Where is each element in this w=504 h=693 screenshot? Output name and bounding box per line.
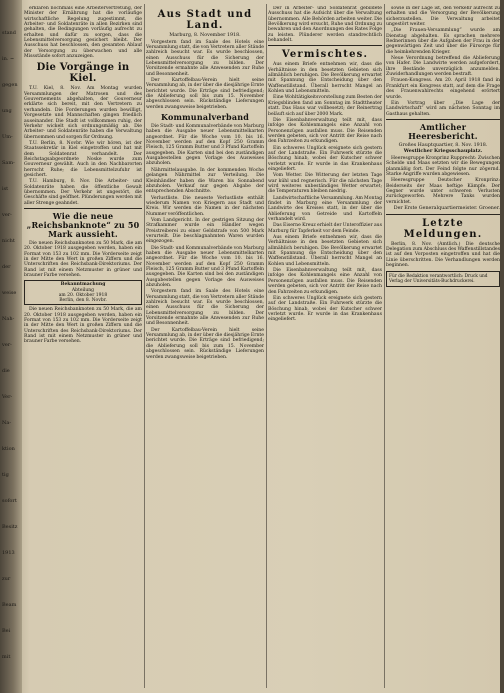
margin-fragment: Ver- <box>2 394 13 400</box>
headline-heeresbericht: Amtlicher Heeresbericht. <box>408 121 478 141</box>
column-rule <box>266 4 267 688</box>
misc-item: Aus einem Briefe entnehmen wir, dass die Verhältnisse in den besetzten Gebieten sich allmählich beruhigen. Die Bevölkerung erwartet mit Spannung die Entscheidung über den Waffenstillstand. Überall herrscht Mangel an Kohlen und Lebensmitteln. <box>268 235 382 267</box>
margin-fragment: tig <box>2 472 9 478</box>
article-intro: erklären nochmals eine Arbeitervertretung, der Minister der Ernährung hat die vorläufige wirtschaftliche Regelung zugestimmt, die Arbeiter- und Soldatenräte in allen Bezirken sind gehalten, die Bedingungen vorläufig aufrecht zu erhalten und dafür zu sorgen, dass die Lebensmittelversorgung gesichert bleibt. Der Ausschuss hat beschlossen, den gesamten Ablauf der Versorgung zu überwachen und alle Missstände sofort anzuzeigen. <box>24 6 142 60</box>
margin-fragment: stand <box>2 30 16 36</box>
margin-fragment: ver- <box>2 212 12 218</box>
news-item: Frauen-Kongress. Am 20. April 1918 fand in Frankfurt ein Kongress statt, auf dem die Frage des Frauenwahlrechts eingehend erörtert wurde. <box>386 78 500 100</box>
margin-fragment: in. ~ <box>2 56 15 62</box>
margin-fragment: ktion <box>2 446 15 452</box>
notice-heading: Bekanntmachung <box>60 282 106 288</box>
margin-fragment: 1913 <box>2 550 15 556</box>
article-banknote: Die neuen Reichsbanknoten zu 50 Mark, die am 20. Oktober 1918 ausgegeben werden, haben ein Format von 153 zu 102 mm. Die Vorderseite zeigt in der Mitte den Wert in großen Ziffern und die Unterschriften des Reichsbank-Direktoriums. Der Rand ist mit einem Netzmuster in grüner und brauner Farbe versehen. <box>24 241 142 279</box>
column-2 <box>146 6 264 688</box>
headline-banknote: Wie die neue „Reichsbanknote“ zu 50 Mark aussieht. <box>26 211 140 239</box>
article-continued: Der in Arbeiter- und Soldatenrat gebildete Ausschuss hat die Aufsicht über die Verwaltung übernommen. Alle Behörden arbeiten weiter. Die Bevölkerung wird ersucht, Ruhe und Ordnung zu bewahren und den Anordnungen des Rates Folge zu leisten. Plünderer werden standrechtlich behandelt. <box>268 6 382 44</box>
notice-box <box>24 280 142 305</box>
margin-fragment: Um- <box>2 134 13 140</box>
notice-line: am 20. Oktober 1918 <box>58 292 108 298</box>
imprint-box: Für die Redaktion verantwortlich: Druck und Verlag der Universitäts-Buchdruckerei. <box>386 271 500 287</box>
article-hamburg: T.U. Hamburg, 8. Nov. Die Arbeiter- und Soldatenräte haben die öffentliche Gewalt übernommen. Der Verkehr ist ungestört, die Geschäfte sind geöffnet. Plünderungen werden mit aller Strenge geahndet. <box>24 179 142 206</box>
column-rule <box>384 4 385 688</box>
signature: Der Erste Generalquartiermeister. Groener. <box>393 206 500 212</box>
local-news: Der Kartoffelbau-Verein hielt seine Versammlung ab, in der über die diesjährige Ernte berichtet wurde. Die Erträge sind befriedigend; die Ablieferung soll bis zum 15. November abgeschlossen sein. Rückständige Lieferungen werden zwangsweise beigetrieben. <box>146 327 264 360</box>
margin-fragment: die <box>2 368 10 374</box>
margin-fragment: gegen <box>2 82 18 88</box>
report-text: Heeresgruppe Kronprinz Rupprecht: Zwischen Schelde und Maas setzten wir die Bewegungen planmäßig fort. Der Feind folgte nur zögernd. Starke Angriffe wurden abgewiesen. <box>386 156 500 178</box>
misc-item: Landwirtschaftliche Versammlung. Am Montag findet in Marburg eine Versammlung der Landwirte des Kreises statt, in der über die Ablieferung von Getreide und Kartoffeln verhandelt wird. <box>268 195 382 223</box>
subheading: Westlicher Kriegsschauplatz. <box>403 148 483 155</box>
column-1 <box>24 6 142 688</box>
notice-line: Abteilung <box>71 287 95 293</box>
misc-item: Ein schweres Unglück ereignete sich gestern auf der Landstraße. Ein Fuhrwerk stürzte die Böschung hinab, wobei der Kutscher schwer verletzt wurde. Er wurde in das Krankenhaus eingeliefert. <box>268 145 382 172</box>
latest-news: Berlin, 8. Nov. (Amtlich.) Die deutsche Delegation zum Abschluss des Waffenstillstandes ist auf den Vorposten eingetroffen und hat die Linie überschritten. Die Verhandlungen werden beginnen. <box>386 241 500 269</box>
margin-fragment: zur <box>2 576 11 582</box>
misc-item: Ein schweres Unglück ereignete sich gestern auf der Landstraße. Ein Fuhrwerk stürzte die Böschung hinab, wobei der Kutscher schwer verletzt wurde. Er wurde in das Krankenhaus eingeliefert. <box>268 295 382 323</box>
margin-fragment: der <box>2 264 11 270</box>
margin-fragment: Na- <box>2 420 12 426</box>
headline-vermischtes: Vermischtes. <box>281 49 369 61</box>
misc-item: Die Eisenbahnverwaltung teilt mit, dass infolge des Kohlenmangels eine Anzahl von Personenzügen ausfallen muss. Die Reisenden werden gebeten, sich vor Antritt der Reise nach den Fahrzeiten zu erkundigen. <box>268 268 382 295</box>
margin-fragment: Bei <box>2 628 11 634</box>
headline-kommunalverband: Kommunalverband <box>160 112 250 123</box>
article-kiel: T.U. Kiel, 8. Nov. Am Montag wurden Versammlungen der Matrosen und des Gouvernements abgehalten, der Gouverneur erklärte sich bereit, mit den Vertretern zu verhandeln. Die Forderungen wurden bewilligt, Vorgesetzte und Mannschaften gingen friedlich auseinander. Die Stadt ist vollkommen ruhig, der Verkehr wickelt sich ordnungsmäßig ab. Die Arbeiter- und Soldatenräte haben die Verwaltung übernommen und sorgen für Ordnung. <box>24 86 142 140</box>
local-news: Verlustliste. Die neueste Verlustliste enthält wiederum Namen von Kriegern aus Stadt und Kreis. Wir werden die Namen in der nächsten Nummer veröffentlichen. <box>146 195 264 217</box>
dateline: Großes Hauptquartier, 8. Nov. 1918. <box>398 142 488 148</box>
margin-fragment: ver- <box>2 342 12 348</box>
column-3 <box>268 6 382 688</box>
local-news: Die Stadt- und Kommunalverbände von Marburg haben die Ausgabe neuer Lebensmittelkarten angeordnet. Für die Woche vom 10. bis 16. November werden auf den Kopf 250 Gramm Fleisch, 125 Gramm Butter und 3 Pfund Kartoffeln ausgegeben. Die Karten sind bei den zuständigen Ausgabestellen gegen Vorlage des Ausweises abzuholen. <box>146 245 264 289</box>
misc-item: Die Eisenbahnverwaltung teilt mit, dass infolge des Kohlenmangels eine Anzahl von Personenzügen ausfallen muss. Die Reisenden werden gebeten, sich vor Antritt der Reise nach den Fahrzeiten zu erkundigen. <box>268 117 382 145</box>
margin-fragment: nicht <box>2 238 15 244</box>
margin-fragment: ung <box>2 108 12 114</box>
misc-item: Das Eiserne Kreuz erhielt der Unteroffizier aus Marburg für Tapferkeit vor dem Feinde. <box>268 223 382 234</box>
column-4 <box>386 6 500 688</box>
local-news: Vorgestern fand im Saale des Hotels eine Versammlung statt, die von Vertretern aller Stände zahlreich besucht war. Es wurde beschlossen, einen Ausschuss für die Sicherung der Lebensmittelversorgung zu bilden. Der Vorsitzende ermahnte alle Anwesenden zur Ruhe und Besonnenheit. <box>146 289 264 327</box>
margin-fragment: sofort <box>2 498 17 504</box>
dateline: Marburg, 8. November 1918. <box>169 33 241 38</box>
news-item: Neue Verordnung betreffend die Ablieferung von Hafer. Die Landwirte werden aufgefordert, ihre Bestände unverzüglich anzumelden. Zuwiderhandlungen werden bestraft. <box>386 56 500 78</box>
margin-fragment: Beam <box>2 602 17 608</box>
margin-fragment: mit <box>2 654 11 660</box>
article-berlin: T.U. Berlin, 8. Novbr. Wie wir hören, ist der Staatssekretär in Kiel eingetroffen und hat mit dem Soldatenrat verhandelt. Der Reichstagsabgeordnete Noske wurde zum Gouverneur gewählt. Auch in den Nachbarorten herrscht Ruhe; die Lebensmittelzufuhr ist gesichert. <box>24 140 142 178</box>
margin-fragment: ist <box>2 186 9 192</box>
article-banknote-continued: Die neuen Reichsbanknoten zu 50 Mark, die am 20. Oktober 1918 ausgegeben werden, haben ein Format von 153 zu 102 mm. Die Vorderseite zeigt in der Mitte den Wert in großen Ziffern und die Unterschriften des Reichsbank-Direktoriums. Der Rand ist mit einem Netzmuster in grüner und brauner Farbe versehen. <box>24 307 142 345</box>
headline-kiel: Die Vorgänge in Kiel. <box>36 62 130 85</box>
local-news: Vom Landgericht. In der gestrigen Sitzung der Strafkammer wurde ein Händler wegen Preistreiberei zu einer Geldstrafe von 500 Mark verurteilt. Die beschlagnahmten Waren wurden eingezogen. <box>146 217 264 245</box>
report-text: Heeresgruppe Deutscher Kronprinz: Beiderseits der Maas heftige Kämpfe. Der Gegner wurde unter schweren Verlusten zurückgeworfen. Mehrere Tanks wurden vernichtet. <box>386 178 500 205</box>
local-news: Der Kartoffelbau-Verein hielt seine Versammlung ab, in der über die diesjährige Ernte berichtet wurde. Die Erträge sind befriedigend; die Ablieferung soll bis zum 15. November abgeschlossen sein. Rückständige Lieferungen werden zwangsweise beigetrieben. <box>146 78 264 110</box>
misc-item: Eine Wohltätigkeitsvorstellung zum Besten der Kriegsblinden fand am Sonntag im Stadttheater statt. Das Haus war vollbesetzt; der Reinertrag beläuft sich auf über 2000 Mark. <box>268 95 382 117</box>
notice-line: Berlin, den 8. Novbr. <box>59 298 107 304</box>
local-news: Nährmittelausgabe. In der kommenden Woche gelangen Nährmittel zur Verteilung. Die Kleinhändler haben die Waren bis Sonnabend abzuholen. Verkauf nur gegen Abgabe der entsprechenden Abschnitte. <box>146 167 264 195</box>
article-continued: sowie in der Lage ist, den Verkehr aufrecht zu erhalten und die Versorgung der Bevölkerung sicherzustellen. Die Verwaltung arbeitet ungestört weiter. <box>386 6 500 28</box>
column-rule <box>144 4 145 688</box>
headline-stadt-und-land: Aus Stadt und Land. <box>157 9 253 31</box>
divider <box>24 208 142 209</box>
headline-letzte-meldungen: Letzte Meldungen. <box>403 217 483 240</box>
news-item: „Die Frauen-Versammlung“ wurde am Dienstag abgehalten. Es sprachen mehrere Rednerinnen über die Aufgaben der Frau in der gegenwärtigen Zeit und über die Fürsorge für die heimkehrenden Krieger. <box>386 28 500 55</box>
divider <box>386 119 500 120</box>
margin-fragment: weise <box>2 290 17 296</box>
local-news: Vorgestern fand im Saale des Hotels eine Versammlung statt, die von Vertretern aller Stände zahlreich besucht war. Es wurde beschlossen, einen Ausschuss für die Sicherung der Lebensmittelversorgung zu bilden. Der Vorsitzende ermahnte alle Anwesenden zur Ruhe und Besonnenheit. <box>146 39 264 77</box>
margin-fragment: Besitz <box>2 524 18 530</box>
divider <box>386 214 500 215</box>
misc-item: Aus einem Briefe entnehmen wir, dass die Verhältnisse in den besetzten Gebieten sich allmählich beruhigen. Die Bevölkerung erwartet mit Spannung die Entscheidung über den Waffenstillstand. Überall herrscht Mangel an Kohlen und Lebensmitteln. <box>268 62 382 95</box>
local-news: Die Stadt- und Kommunalverbände von Marburg haben die Ausgabe neuer Lebensmittelkarten angeordnet. Für die Woche vom 10. bis 16. November werden auf den Kopf 250 Gramm Fleisch, 125 Gramm Butter und 3 Pfund Kartoffeln ausgegeben. Die Karten sind bei den zuständigen Ausgabestellen gegen Vorlage des Ausweises abzuholen. <box>146 124 264 167</box>
divider <box>268 45 382 46</box>
margin-fragment: Nah- <box>2 316 15 322</box>
misc-item: Vom Wetter. Die Witterung der letzten Tage war kühl und regnerisch. Für die nächsten Tage wird weiteres unbeständiges Wetter erwartet; die Temperaturen bleiben niedrig. <box>268 173 382 195</box>
page-edge <box>500 0 504 693</box>
margin-fragment: Sam- <box>2 160 15 166</box>
news-item: Ein Vortrag über „Die Lage der Landwirtschaft“ wird am nächsten Sonntag im Gasthaus gehalten. <box>386 100 500 117</box>
